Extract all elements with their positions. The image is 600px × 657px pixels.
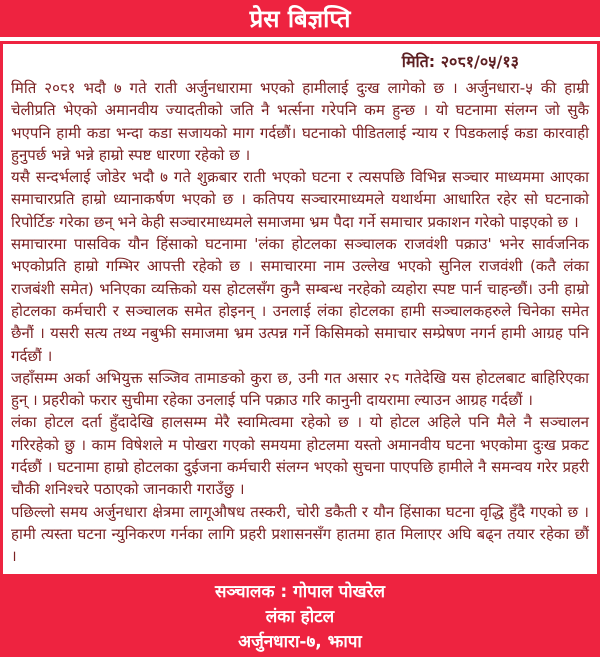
paragraph-3: समाचारमा पासविक यौन हिंसाको घटनामा 'लंका होटलका सञ्चालक राजवंशी पक्राउ' भनेर सार्वजनिक भएकोप्रति हाम्रो गम्भिर आपत्ती रहेको छ । समाचारमा नाम उल्लेख भएको सुनिल राजवंशी (कतै लंका राजबंशी समेत) भनिएका व्यक्तिको यस होटलसँग कुनै सम्बन्ध नरहेको व्यहोरा स्पष्ट पार्न चाहन्छौं। उनी हाम्रो होटलका कर्मचारी र सञ्चालक समेत होइनन् । उनलाई लंका होटलका हामी सञ्चालकहरुले चिनेका समेत छैनौं । यसरी सत्य तथ्य नबुझी समाजमा भ्रम उत्पन्न गर्ने किसिमको समाचार सम्प्रेषण नगर्न हामी आग्रह पनि गर्दछौं । — [11, 235, 589, 365]
press-release-body-box — [0, 41, 600, 577]
paragraph-1: मिति २०८१ भदौ ७ गते राती अर्जुनधारामा भएको हामीलाई दुःख लागेको छ । अर्जुनधारा-५ की हाम्री चेलीप्रति भेएको अमानवीय ज्यादतीको जति नै भर्त्सना गरेपनि कम हुन्छ । यो घटनामा संलग्न जो सुकै भएपनि हामी कडा भन्दा कडा सजायको माग गर्दछौं। घटनाको पीडितलाई न्याय र पिडकलाई कडा कारवाही हुनुपर्छ भन्ने भन्ने हाम्रो स्पष्ट धारणा रहेको छ । — [11, 79, 589, 164]
page-title: प्रेस बिज्ञप्ति — [249, 5, 351, 33]
press-release-title-bar — [0, 0, 600, 37]
paragraph-2: यसै सन्दर्भलाई जोडेर भदौ ७ गते शुक्रबार राती भएको घटना र त्यसपछि विभिन्न सञ्चार माध्यममा आएका समाचारप्रति हाम्रो ध्यानाकर्षण भएको छ । कतिपय सञ्चारमाध्यमले यथार्थमा आधारित रहेर सो घटनाको रिपोर्टिङ गरेका छन् भने केही सञ्चारमाध्यमले समाजमा भ्रम पैदा गर्ने समाचार प्रकाशन गरेको पाइएको छ । — [11, 168, 589, 231]
date-line: मिति: २०८१/०५/१३ — [401, 52, 519, 71]
paragraph-6: पछिल्लो समय अर्जुनधारा क्षेत्रमा लागूऔषध तस्करी, चोरी डकैती र यौन हिंसाका घटना वृद्धि हुँदै गएको छ । हामी त्यस्ता घटना न्युनिकरण गर्नका लागि प्रहरी प्रशासनसँग हातमा हात मिलाएर अघि बढ्न तयार रहेका छौं । — [11, 502, 589, 566]
paragraph-4: जहाँसम्म अर्का अभियुक्त सञ्जिव तामाङको कुरा छ, उनी गत असार २८ गतेदेखि यस होटलबाट बाहिरिएका हुन् । प्रहरीको फरार सुचीमा रहेका उनलाई पनि पक्राउ गरि कानुनी दायरामा ल्याउन आग्रह गर्दछौं । — [11, 368, 589, 410]
paragraph-5: लंका होटल दर्ता हुँदादेखि हालसम्म मेरै स्वामित्वमा रहेको छ । यो होटल अहिले पनि मैले नै सञ्चालन गरिरहेको छु । काम विषेशले म पोखरा गएको समयमा होटलमा यस्तो अमानवीय घटना भएकोमा दुःख प्रकट गर्दछौं । घटनामा हाम्रो होटलका दुईजना कर्मचारी संलग्न भएको सुचना पाएपछि हामीले नै समन्वय गरेर प्रहरी चौकी शनिश्चरे पठाएको जानकारी गराउँछु । — [11, 413, 589, 499]
footer-hotel-name: लंका होटल — [265, 606, 335, 627]
footer-address: अर्जुनधारा-७, झापा — [238, 631, 362, 652]
signature-footer — [0, 577, 600, 657]
footer-operator-line: सञ्चालक : गोपाल पोखरेल — [214, 581, 386, 602]
press-release-text — [11, 77, 589, 568]
